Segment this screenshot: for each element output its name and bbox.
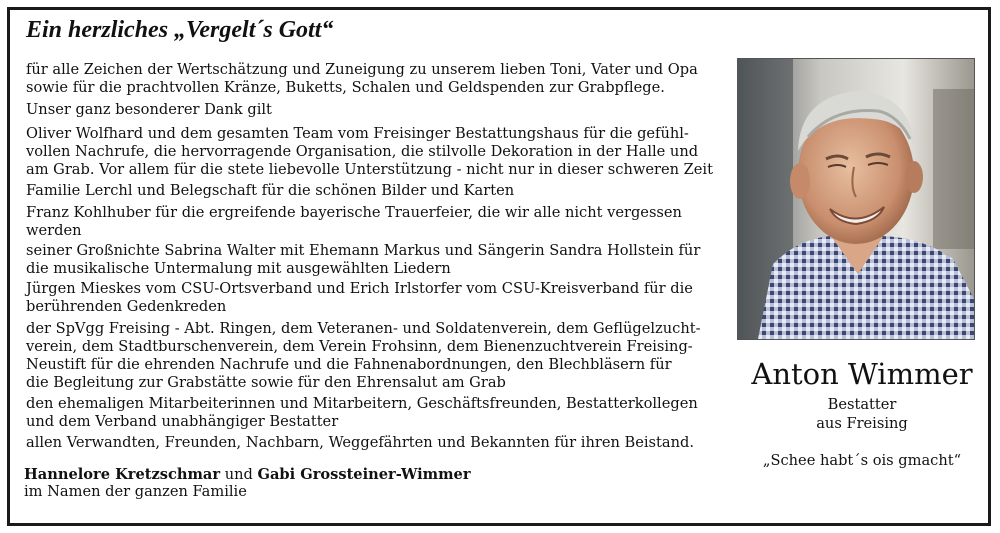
paragraph-intro: für alle Zeichen der Wertschätzung und Zuneigung zu unserem lieben Toni, Vater und Opa sowie für die prachtvollen Kränze, Buketts, Schalen und Geldspenden zur Grabpflege.	[26, 61, 698, 96]
paragraph-music: seiner Großnichte Sabrina Walter mit Ehemann Markus und Sängerin Sandra Hollstein für die musikalische Untermalung mit ausgewählten Liedern	[26, 242, 701, 277]
signature-connector: und	[220, 466, 258, 483]
notice-title: Ein herzliches „Vergelt´s Gott“	[26, 17, 334, 43]
paragraph-special-thanks: Unser ganz besonderer Dank gilt	[26, 101, 272, 118]
paragraph-colleagues: den ehemaligen Mitarbeiterinnen und Mitarbeitern, Geschäftsfreunden, Bestatterkollegen und dem Verband unabhängiger Bestatter	[26, 395, 698, 430]
signature-name-1: Hannelore Kretzschmar	[24, 466, 221, 483]
paragraph-funeral-home: Oliver Wolfhard und dem gesamten Team vom Freisinger Bestattungshaus für die gefühl- vollen Nachrufe, die hervorragende Organisation, die stilvolle Dekoration in der Halle und am Grab. Vor allem für die stete liebevolle Unterstützung - nicht nur in dieser schweren Zeit	[26, 125, 713, 178]
paragraph-speeches: Jürgen Mieskes vom CSU-Ortsverband und Erich Irlstorfer vom CSU-Kreisverband für die berührenden Gedenkreden	[26, 280, 693, 315]
deceased-place: aus Freising	[816, 415, 908, 432]
paragraph-kohlhuber: Franz Kohlhuber für die ergreifende bayerische Trauerfeier, die wir alle nicht vergessen werden	[26, 204, 682, 239]
signature-names	[24, 466, 471, 483]
signature-family-line: im Namen der ganzen Familie	[24, 483, 247, 500]
portrait-photo	[737, 58, 975, 340]
deceased-quote: „Schee habt´s ois gmacht“	[762, 452, 962, 469]
paragraph-associations: der SpVgg Freising - Abt. Ringen, dem Veteranen- und Soldatenverein, dem Geflügelzucht- verein, dem Stadtburschenverein, dem Verein Frohsinn, dem Bienenzuchtverein Freising- Neustift für die ehrenden Nachrufe und die Fahnenabordnungen, den Blechbläsern für die Begleitung zur Grabstätte sowie für den Ehrensalut am Grab	[26, 320, 701, 391]
paragraph-relatives: allen Verwandten, Freunden, Nachbarn, Weggefährten und Bekannten für ihren Beistand.	[26, 434, 694, 451]
paragraph-family-lerchl: Familie Lerchl und Belegschaft für die schönen Bilder und Karten	[26, 182, 515, 199]
signature-name-2: Gabi Grossteiner-Wimmer	[257, 466, 471, 483]
deceased-name: Anton Wimmer	[751, 357, 973, 391]
deceased-profession: Bestatter	[827, 396, 897, 413]
